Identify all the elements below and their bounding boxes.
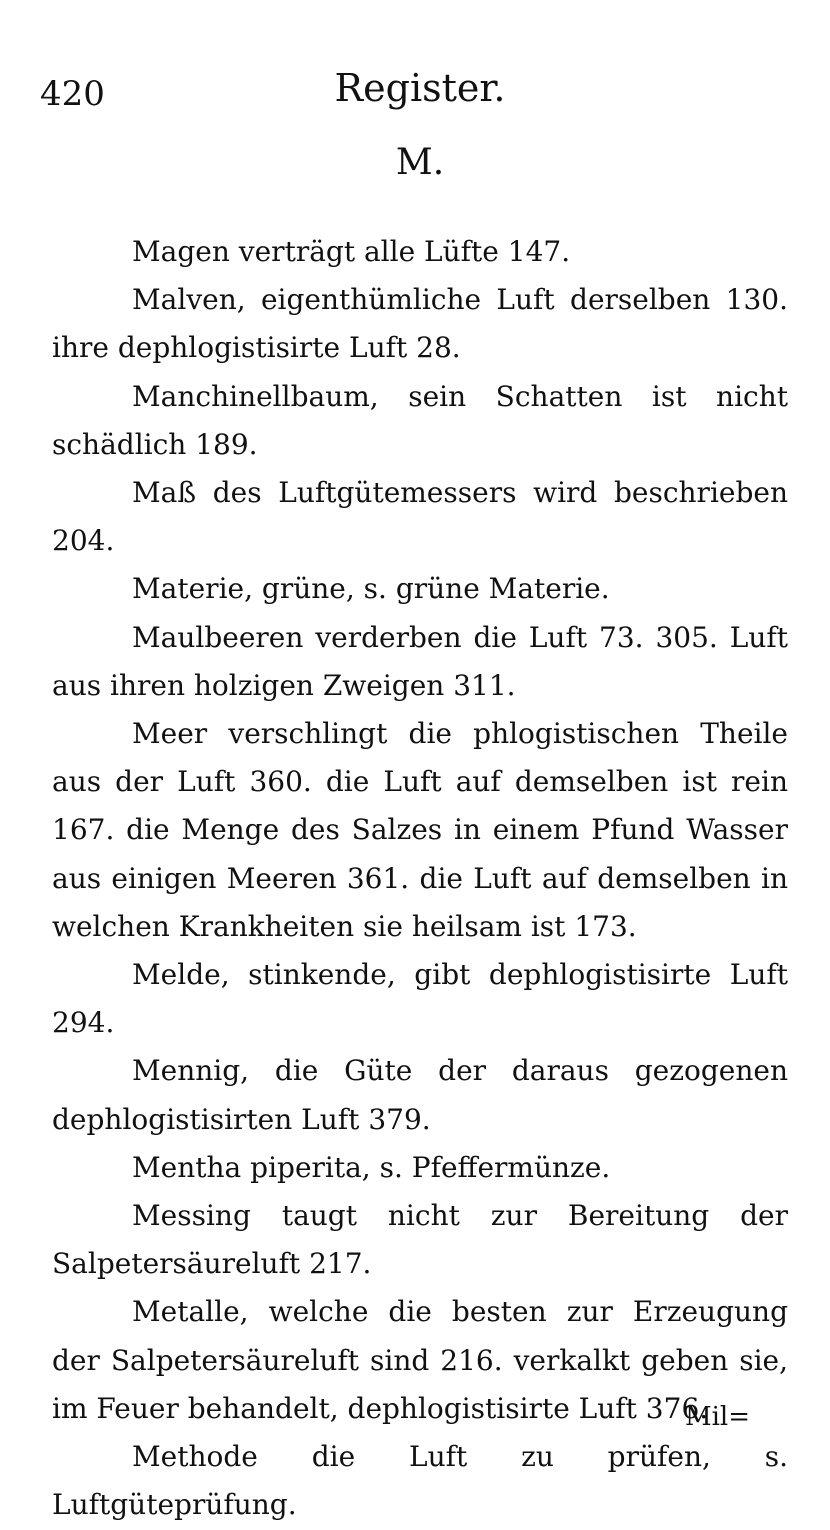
index-entry: Malven, eigenthümliche Luft derselben 130. ihre dephlogistisirte Luft 28. — [52, 283, 788, 365]
index-entry: Mentha piperita, s. Pfeffermünze. — [132, 1150, 611, 1184]
index-entry: Melde, stinkende, gibt dephlogistisirte Luft 294. — [52, 958, 788, 1040]
index-entry: Meer verschlingt die phlogistischen Theile aus der Luft 360. die Luft auf demselben ist rein 167. die Menge des Salzes in einem Pfund Wasser aus einigen Meeren 361. die Luft auf demselben in welchen Krankheiten sie heilsam ist 173. — [52, 717, 788, 943]
page-number: 420 — [40, 74, 105, 114]
index-entry: Manchinellbaum, sein Schatten ist nicht schädlich 189. — [52, 379, 788, 461]
index-entries — [52, 228, 788, 1529]
running-head: Register. — [334, 66, 506, 110]
index-entry: Metalle, welche die besten zur Erzeugung der Salpetersäureluft sind 216. verkalkt geben sie, im Feuer behandelt, dephlogistisirte Luft 376. — [52, 1295, 788, 1425]
index-entry: Magen verträgt alle Lüfte 147. — [132, 235, 571, 268]
index-entry: Maulbeeren verderben die Luft 73. 305. Luft aus ihren holzigen Zweigen 311. — [52, 620, 788, 702]
index-entry: Materie, grüne, s. grüne Materie. — [132, 572, 610, 606]
index-entry: Maß des Luftgütemessers wird beschrieben 204. — [52, 476, 788, 558]
index-entry: Messing taugt nicht zur Bereitung der Salpetersäureluft 217. — [52, 1199, 788, 1281]
section-letter: M. — [395, 142, 445, 183]
index-entry: Mennig, die Güte der daraus gezogenen dephlogistisirten Luft 379. — [52, 1054, 788, 1136]
index-entry: Methode die Luft zu prüfen, s. Luftgüteprüfung. — [52, 1440, 788, 1522]
catchword: Mil= — [684, 1402, 750, 1432]
